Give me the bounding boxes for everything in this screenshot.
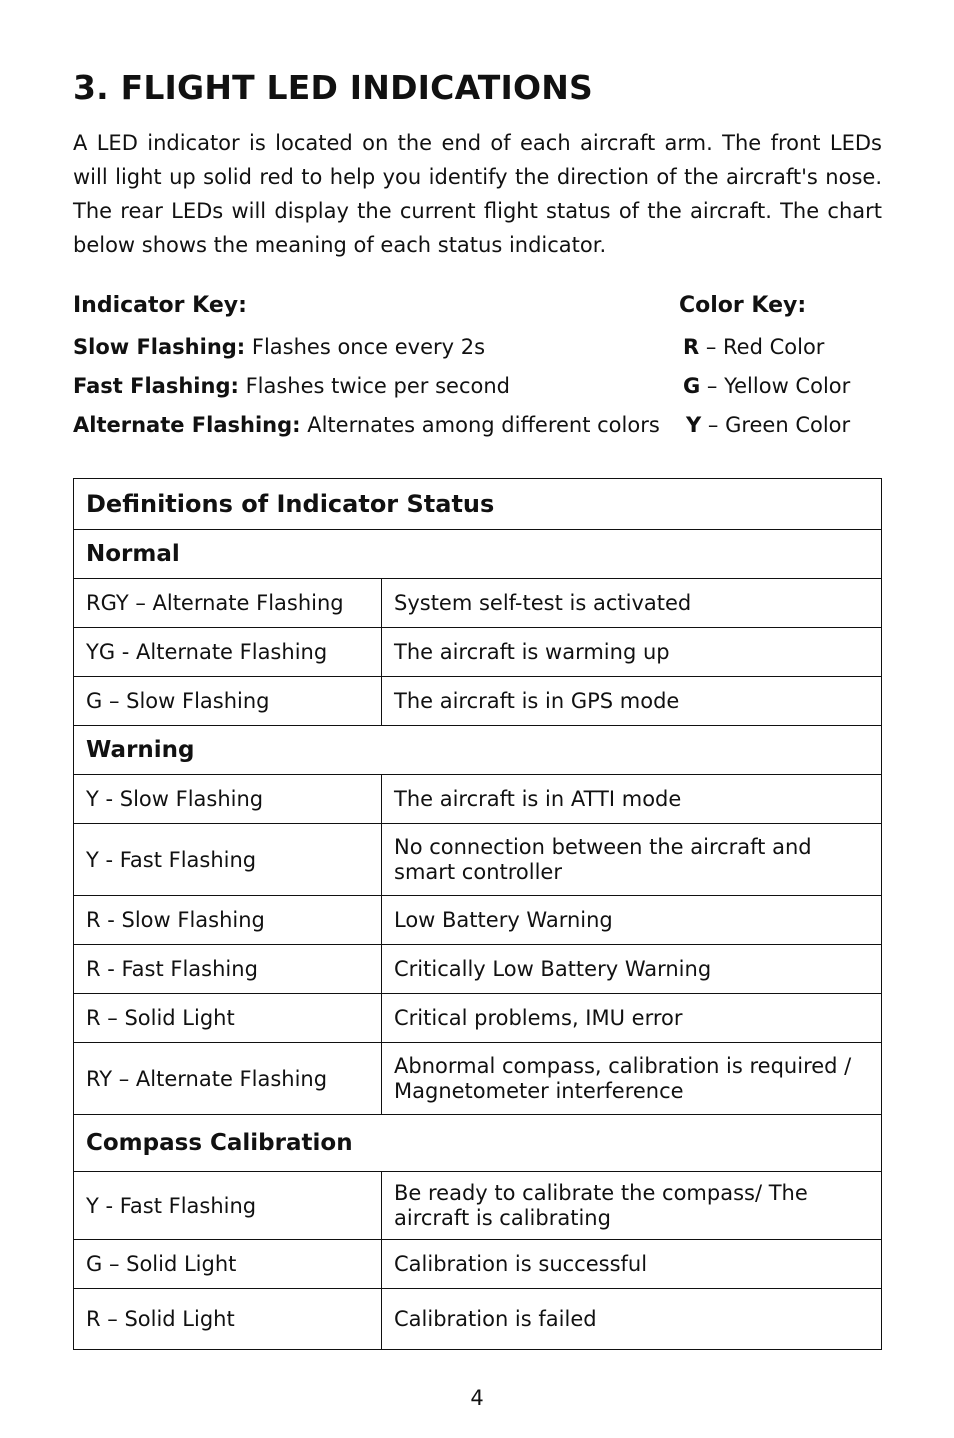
table-group-row bbox=[74, 530, 882, 579]
color-key-code: R bbox=[683, 335, 700, 359]
table-row bbox=[74, 896, 882, 945]
indicator-cell: RY – Alternate Flashing bbox=[74, 1043, 382, 1115]
table-row bbox=[74, 824, 882, 896]
meaning-cell: The aircraft is warming up bbox=[382, 628, 882, 677]
color-key-item bbox=[683, 374, 850, 398]
group-heading-warning: Warning bbox=[74, 726, 882, 775]
color-key-item bbox=[686, 413, 850, 437]
table-row bbox=[74, 1172, 882, 1240]
table-row bbox=[74, 945, 882, 994]
meaning-cell: No connection between the aircraft and smart controller bbox=[382, 824, 882, 896]
color-key-title: Color Key: bbox=[679, 293, 807, 318]
meaning-cell: Abnormal compass, calibration is required / Magnetometer interference bbox=[382, 1043, 882, 1115]
color-key-item bbox=[683, 335, 824, 359]
indicator-key-term: Slow Flashing: bbox=[73, 335, 246, 359]
indicator-cell: Y - Fast Flashing bbox=[74, 1172, 382, 1240]
indicator-key-item bbox=[73, 374, 510, 398]
color-key-desc: – Yellow Color bbox=[700, 374, 851, 398]
group-heading-normal: Normal bbox=[74, 530, 882, 579]
meaning-cell: Be ready to calibrate the compass/ The aircraft is calibrating bbox=[382, 1172, 882, 1240]
indicator-cell: R – Solid Light bbox=[74, 1289, 382, 1350]
color-key-desc: – Red Color bbox=[699, 335, 825, 359]
color-key-code: G bbox=[683, 374, 701, 398]
indicator-cell: Y - Fast Flashing bbox=[74, 824, 382, 896]
indicator-cell: Y - Slow Flashing bbox=[74, 775, 382, 824]
meaning-cell: System self-test is activated bbox=[382, 579, 882, 628]
indicator-cell: RGY – Alternate Flashing bbox=[74, 579, 382, 628]
table-title: Definitions of Indicator Status bbox=[74, 479, 882, 530]
table-row bbox=[74, 628, 882, 677]
meaning-cell: The aircraft is in ATTI mode bbox=[382, 775, 882, 824]
table-group-row bbox=[74, 726, 882, 775]
meaning-cell: Calibration is successful bbox=[382, 1240, 882, 1289]
section-title: 3. FLIGHT LED INDICATIONS bbox=[73, 68, 593, 107]
indicator-cell: R – Solid Light bbox=[74, 994, 382, 1043]
indicator-cell: R - Fast Flashing bbox=[74, 945, 382, 994]
table-row bbox=[74, 677, 882, 726]
intro-paragraph: A LED indicator is located on the end of each aircraft arm. The front LEDs will light up solid red to help you identify the direction of the aircraft's nose. The rear LEDs will display the current flight status of the aircraft. The chart below shows the meaning of each status indicator. bbox=[73, 131, 882, 257]
indicator-key-item bbox=[73, 413, 660, 437]
group-heading-compass-calibration: Compass Calibration bbox=[74, 1115, 882, 1172]
indicator-cell: YG - Alternate Flashing bbox=[74, 628, 382, 677]
indicator-key-desc: Flashes twice per second bbox=[238, 374, 510, 398]
table-row bbox=[74, 579, 882, 628]
indicator-cell: G – Solid Light bbox=[74, 1240, 382, 1289]
indicator-status-table bbox=[73, 478, 882, 1350]
table-row bbox=[74, 1043, 882, 1115]
meaning-cell: Low Battery Warning bbox=[382, 896, 882, 945]
color-key-code: Y bbox=[686, 413, 702, 437]
indicator-key-item bbox=[73, 335, 485, 359]
indicator-key-term: Alternate Flashing: bbox=[73, 413, 301, 437]
indicator-key-desc: Flashes once every 2s bbox=[245, 335, 486, 359]
meaning-cell: Critically Low Battery Warning bbox=[382, 945, 882, 994]
table-row bbox=[74, 1240, 882, 1289]
table-row bbox=[74, 775, 882, 824]
meaning-cell: The aircraft is in GPS mode bbox=[382, 677, 882, 726]
table-title-row bbox=[74, 479, 882, 530]
indicator-cell: G – Slow Flashing bbox=[74, 677, 382, 726]
color-key-desc: – Green Color bbox=[701, 413, 851, 437]
indicator-cell: R - Slow Flashing bbox=[74, 896, 382, 945]
indicator-key-title: Indicator Key: bbox=[73, 293, 247, 318]
indicator-key-desc: Alternates among different colors bbox=[300, 413, 660, 437]
table-row bbox=[74, 994, 882, 1043]
table-row bbox=[74, 1289, 882, 1350]
meaning-cell: Critical problems, IMU error bbox=[382, 994, 882, 1043]
page-number: 4 bbox=[470, 1386, 484, 1410]
meaning-cell: Calibration is failed bbox=[382, 1289, 882, 1350]
indicator-key-term: Fast Flashing: bbox=[73, 374, 239, 398]
table-group-row bbox=[74, 1115, 882, 1172]
